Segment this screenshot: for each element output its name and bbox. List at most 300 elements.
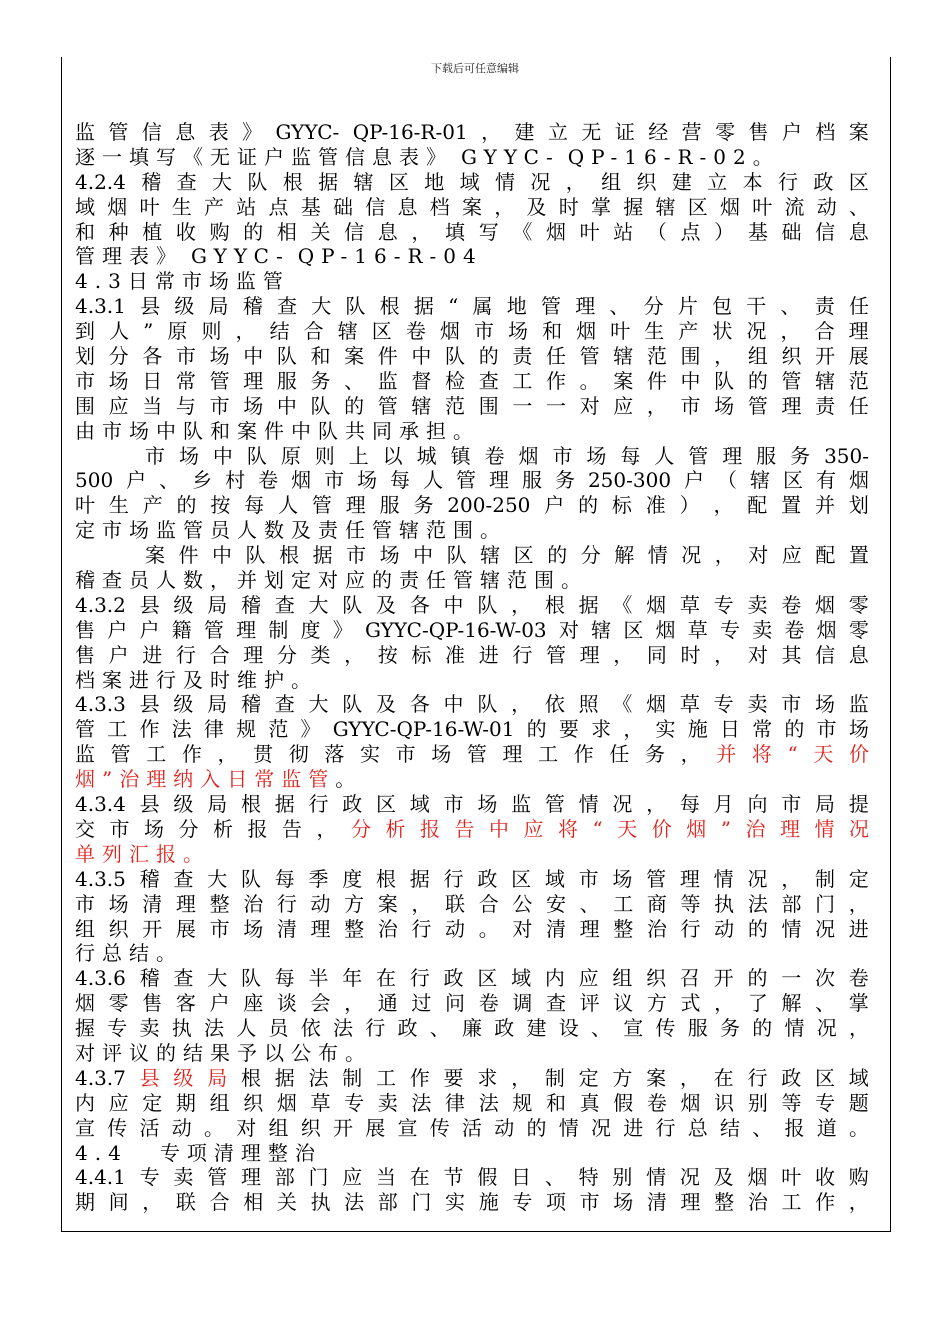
text-line <box>75 145 869 170</box>
text-char: 则 <box>314 443 335 468</box>
text-char: 由 <box>75 418 102 443</box>
text-char: 理 <box>243 368 264 393</box>
text-char: 常 <box>175 368 196 393</box>
text-char: ， <box>511 1065 532 1090</box>
text-char: 监 <box>848 692 869 717</box>
text-char: 法 <box>204 1016 224 1041</box>
text-char: 政 <box>494 1016 515 1041</box>
text-char: 情 <box>781 916 802 941</box>
text-char: 监 <box>377 368 398 393</box>
text-char: 案 <box>646 1065 667 1090</box>
text-char: 等 <box>781 1090 802 1115</box>
text-char: 原 <box>280 443 301 468</box>
highlighted-text: 。 <box>183 841 210 866</box>
text-char: 管 <box>456 468 477 493</box>
highlighted-text: 将 <box>558 816 578 841</box>
text-char: 件 <box>264 418 291 443</box>
text-char: 产 <box>142 493 163 518</box>
text-char: 检 <box>445 368 466 393</box>
text-char: 进 <box>129 667 156 692</box>
text-char: 、 <box>849 194 869 219</box>
text-char: 及 <box>376 592 397 617</box>
text-char: 区 <box>376 792 397 817</box>
text-char: 信 <box>345 144 372 169</box>
text-char: 方 <box>646 991 667 1016</box>
highlighted-text: 烟 <box>75 767 102 792</box>
text-char: 理 <box>102 244 129 269</box>
text-char: 评 <box>579 991 600 1016</box>
text-char: ， <box>316 816 337 841</box>
text-char: 年 <box>342 966 363 991</box>
text-char: 度 <box>300 617 321 642</box>
text-char: 填 <box>445 219 466 244</box>
text-char: 范 <box>848 368 869 393</box>
text-char: 镇 <box>450 443 471 468</box>
text-char: 市 <box>109 816 130 841</box>
text-char: 辖 <box>815 368 836 393</box>
text-char: QP-16-R-04 <box>297 244 483 269</box>
text-char: 员 <box>129 568 156 593</box>
text-char: 监 <box>235 269 263 294</box>
text-char: 掌 <box>848 991 869 1016</box>
text-char: 中 <box>212 543 233 568</box>
text-char: 售 <box>75 642 95 667</box>
text-char: 据 <box>413 294 434 319</box>
text-char: 表 <box>208 120 229 144</box>
text-char: ， <box>494 194 515 219</box>
text-char: ， <box>235 319 256 344</box>
highlighted-text: 并 <box>716 742 737 767</box>
text-char: ， <box>714 543 735 568</box>
text-char: 合 <box>478 891 499 916</box>
spacer <box>453 145 461 170</box>
text-char: 无 <box>210 144 237 169</box>
text-char: ， <box>511 692 532 717</box>
text-char: 行 <box>778 169 799 194</box>
text-char: 式 <box>680 991 701 1016</box>
text-char: 别 <box>747 1090 768 1115</box>
text-char: 法 <box>478 1090 499 1115</box>
text-char: 基 <box>300 194 321 219</box>
text-char: 4.3.3 <box>75 692 126 717</box>
text-char: 辖 <box>337 319 358 344</box>
text-char: 作 <box>815 1190 836 1215</box>
text-line <box>75 792 869 817</box>
text-char: 定 <box>142 1090 163 1115</box>
text-char: 、 <box>591 1016 611 1041</box>
text-char: 清 <box>213 1140 241 1165</box>
text-char: 任 <box>848 294 869 319</box>
text-char: 辖 <box>480 568 507 593</box>
highlighted-text: “ <box>592 816 603 841</box>
text-char: 行 <box>156 667 183 692</box>
text-char: 辖 <box>591 617 612 642</box>
text-char: 管 <box>75 717 95 742</box>
text-char: 产 <box>204 194 224 219</box>
text-char: 况 <box>591 1115 611 1140</box>
text-char: 档 <box>75 667 102 692</box>
text-char: 区 <box>687 194 708 219</box>
text-char: 一 <box>781 966 802 991</box>
text-line <box>75 419 869 444</box>
text-char: 理 <box>243 642 264 667</box>
text-char: 则 <box>201 319 222 344</box>
text-char: 假 <box>613 1090 634 1115</box>
text-char: 根 <box>282 169 303 194</box>
text-char: 大 <box>207 866 228 891</box>
text-char: 烟 <box>107 194 128 219</box>
text-line <box>75 668 869 693</box>
text-char: 站 <box>613 219 634 244</box>
highlighted-text: 局 <box>207 1065 228 1090</box>
text-char: 写 <box>478 219 499 244</box>
text-char: 一 <box>512 393 533 418</box>
text-char: 服 <box>379 493 400 518</box>
text-char: 管 <box>311 493 332 518</box>
text-char: 时 <box>558 194 579 219</box>
text-char: 级 <box>174 294 195 319</box>
text-line <box>75 991 869 1016</box>
text-char: 监 <box>511 792 532 817</box>
text-char: 场 <box>431 742 452 767</box>
text-char: 结 <box>129 941 156 966</box>
text-char: 范 <box>268 717 289 742</box>
text-char: 场 <box>814 692 835 717</box>
text-char: 到 <box>75 319 95 344</box>
text-char: 的 <box>243 219 264 244</box>
text-char: ” <box>143 319 154 344</box>
text-char: 区 <box>783 468 803 493</box>
text-char: 市 <box>680 393 701 418</box>
text-char: 户 <box>781 120 802 144</box>
text-char: 应 <box>108 393 129 418</box>
highlighted-text: ” <box>720 816 731 841</box>
text-char: GYYC-QP-16-W-01 <box>332 717 515 742</box>
text-char: 数 <box>183 568 210 593</box>
text-char: ， <box>344 642 365 667</box>
text-char: 期 <box>175 1090 196 1115</box>
text-char: 标 <box>411 642 432 667</box>
text-line <box>75 394 869 419</box>
text-char: 传 <box>107 1115 128 1140</box>
text-char: 》 <box>242 120 263 144</box>
text-char: 证 <box>614 120 635 144</box>
text-char: 项 <box>545 1190 566 1215</box>
text-char: 队 <box>714 368 735 393</box>
text-char: 建 <box>514 120 535 144</box>
text-char: 、 <box>544 1165 565 1190</box>
text-char: 对 <box>747 642 768 667</box>
text-char: ， <box>714 642 735 667</box>
text-char: 督 <box>411 368 432 393</box>
text-char: 队 <box>240 866 261 891</box>
text-char: 。 <box>579 368 600 393</box>
text-char: 辖 <box>655 194 676 219</box>
text-char: 市 <box>102 418 129 443</box>
text-char: ） <box>679 493 700 518</box>
text-char: 售 <box>748 120 769 144</box>
text-char: 收 <box>814 1165 835 1190</box>
text-char: 间 <box>108 1190 129 1215</box>
text-char: 市 <box>209 393 230 418</box>
text-char: 中 <box>413 543 434 568</box>
text-char: 。 <box>345 1040 372 1065</box>
text-char: 证 <box>237 144 264 169</box>
text-char: 区 <box>477 966 498 991</box>
text-char: 每 <box>274 866 295 891</box>
text-char: 法 <box>333 1016 353 1041</box>
text-char: 的 <box>526 1115 547 1140</box>
text-char: 对 <box>748 543 769 568</box>
text-char: 数 <box>264 518 291 543</box>
text-char: 对 <box>75 1040 102 1065</box>
text-char: 分 <box>276 642 297 667</box>
text-char: 予 <box>237 1040 264 1065</box>
text-char: 管 <box>203 617 224 642</box>
text-char: 。 <box>156 941 183 966</box>
text-char: 总 <box>687 1115 708 1140</box>
text-char: ， <box>713 493 734 518</box>
highlighted-text: 单 <box>75 841 102 866</box>
text-char: 维 <box>237 667 264 692</box>
text-char: 局 <box>208 294 229 319</box>
text-char: 和 <box>545 1090 566 1115</box>
text-char: 责 <box>815 393 836 418</box>
text-char: 员 <box>210 518 237 543</box>
text-char: 组 <box>612 966 633 991</box>
text-line <box>75 867 869 892</box>
text-char: 务 <box>645 742 665 767</box>
highlighted-text: 价 <box>848 742 869 767</box>
text-char: 理 <box>489 468 509 493</box>
text-char: 与 <box>175 393 196 418</box>
text-char: 人 <box>278 493 299 518</box>
text-char: 规 <box>512 1090 533 1115</box>
text-char: 场 <box>144 816 164 841</box>
text-char: 交 <box>75 816 95 841</box>
text-char: 烟 <box>720 194 740 219</box>
text-char: 中 <box>276 393 297 418</box>
text-char: 250-300 <box>587 468 672 493</box>
text-char: 的 <box>747 368 768 393</box>
text-char: 户 <box>264 144 291 169</box>
text-char: 卖 <box>752 617 773 642</box>
text-char: 场 <box>243 916 264 941</box>
text-char: 稽 <box>139 966 160 991</box>
text-char: 管 <box>545 642 566 667</box>
text-char: 时 <box>680 642 701 667</box>
text-char: 村 <box>225 468 246 493</box>
text-char: 生 <box>171 194 192 219</box>
text-char: 有 <box>815 468 836 493</box>
text-char: 及 <box>713 1165 734 1190</box>
text-char: 时 <box>210 667 237 692</box>
text-char: 行 <box>443 866 464 891</box>
text-char: 服 <box>276 368 297 393</box>
text-char: 和 <box>310 344 331 369</box>
text-char: 据 <box>318 169 339 194</box>
text-char: 议 <box>129 1040 156 1065</box>
text-char: 定 <box>75 518 102 543</box>
text-char: 执 <box>714 891 735 916</box>
text-char: 4.3.6 <box>75 966 126 991</box>
text-char: 期 <box>75 1190 95 1215</box>
text-char: 500 <box>75 468 114 493</box>
text-line <box>75 1041 869 1066</box>
text-char: 区 <box>388 169 409 194</box>
text-char: 相 <box>243 1190 264 1215</box>
text-char: 定 <box>578 1065 599 1090</box>
text-char: 管 <box>747 393 768 418</box>
text-line <box>75 842 869 867</box>
text-char: 案 <box>613 368 634 393</box>
text-char: 行 <box>365 1016 386 1041</box>
text-char: 情 <box>784 1016 805 1041</box>
highlighted-text: 治 <box>119 767 147 792</box>
text-char: 场 <box>848 717 869 742</box>
text-char: 政 <box>397 1016 418 1041</box>
text-char: 整 <box>613 916 634 941</box>
text-char: 叶 <box>139 194 160 219</box>
text-char: ， <box>679 1065 700 1090</box>
text-char: 查 <box>545 991 566 1016</box>
text-char: 本 <box>742 169 763 194</box>
text-char: ， <box>481 120 502 144</box>
highlighted-text: 告 <box>454 816 475 841</box>
highlighted-text: 报 <box>420 816 440 841</box>
text-char: 》 <box>156 244 183 269</box>
text-char: 动 <box>816 194 837 219</box>
text-char: ， <box>511 592 532 617</box>
text-char: 烟 <box>680 1090 701 1115</box>
text-char: 大 <box>212 169 233 194</box>
text-char: 织 <box>781 344 802 369</box>
text-char: 治 <box>646 916 667 941</box>
page-header: 下载后可任意编辑 <box>431 62 519 75</box>
highlighted-text: 入 <box>200 767 228 792</box>
text-char: 分 <box>108 344 129 369</box>
text-line <box>75 966 869 991</box>
text-char: 市 <box>346 543 367 568</box>
text-char: 管 <box>466 742 487 767</box>
text-char: 法 <box>344 1190 365 1215</box>
text-char: 4.4 <box>75 1140 128 1165</box>
text-char: 的 <box>372 568 399 593</box>
text-char: 包 <box>712 294 733 319</box>
text-char: 建 <box>526 1016 547 1041</box>
text-char: 域 <box>848 1065 869 1090</box>
text-char: 律 <box>445 1090 466 1115</box>
text-char: 对 <box>236 1115 257 1140</box>
text-char: 范 <box>445 393 466 418</box>
text-char: ， <box>623 717 644 742</box>
highlighted-text: 中 <box>489 816 509 841</box>
text-char: 题 <box>848 1090 869 1115</box>
text-char: 常 <box>154 269 182 294</box>
text-char: 组 <box>747 344 768 369</box>
text-char: 安 <box>545 891 566 916</box>
text-char: 合 <box>209 642 230 667</box>
text-char: 专 <box>713 592 734 617</box>
text-char: 辖 <box>411 393 432 418</box>
text-char: 展 <box>175 916 196 941</box>
highlighted-text: ” <box>102 767 120 792</box>
text-char: 务 <box>790 443 811 468</box>
text-line <box>75 220 869 245</box>
text-char: 队 <box>477 592 498 617</box>
text-char: 清 <box>646 1190 667 1215</box>
text-char: 场 <box>178 443 199 468</box>
text-char: 场 <box>714 393 735 418</box>
text-char: 真 <box>579 1090 600 1115</box>
text-char: 应 <box>781 543 802 568</box>
text-char: 片 <box>677 294 698 319</box>
text-char: 辖 <box>750 468 771 493</box>
text-char: 组 <box>601 169 622 194</box>
text-char: 卷 <box>478 991 499 1016</box>
text-char: 握 <box>75 1016 95 1041</box>
text-char: 清 <box>545 916 566 941</box>
text-char: 的 <box>176 493 197 518</box>
text-char: 查 <box>102 568 129 593</box>
text-line <box>75 269 869 294</box>
text-char: 一 <box>102 144 129 169</box>
text-char: 解 <box>614 543 635 568</box>
text-char: 整 <box>267 1140 295 1165</box>
text-char: 内 <box>544 966 565 991</box>
text-char: 行 <box>680 916 701 941</box>
text-char: 要 <box>558 717 579 742</box>
text-char: 行 <box>747 1065 768 1090</box>
text-char: 、 <box>159 468 180 493</box>
text-char: 整 <box>209 891 230 916</box>
text-char: 。 <box>849 1115 869 1140</box>
text-char: 市 <box>324 468 345 493</box>
text-char: 稽 <box>242 294 263 319</box>
text-char: 理 <box>848 319 869 344</box>
text-char: 范 <box>646 344 667 369</box>
text-char: 合 <box>303 319 324 344</box>
text-char: 据 <box>274 1065 295 1090</box>
text-char: 地 <box>424 169 445 194</box>
text-char: （ <box>646 219 667 244</box>
text-line <box>75 120 869 145</box>
text-char: 工 <box>107 717 128 742</box>
text-char: 户 <box>684 468 705 493</box>
text-char: 草 <box>687 617 708 642</box>
text-char: 定 <box>848 866 869 891</box>
text-char: 宣 <box>397 1115 418 1140</box>
text-char: 4.3.5 <box>75 866 126 891</box>
text-char: 据 <box>274 792 295 817</box>
text-char: 户 <box>107 617 128 642</box>
text-char: 施 <box>478 1190 499 1215</box>
text-char: 展 <box>848 344 869 369</box>
text-char: ， <box>680 742 701 767</box>
text-char: 、 <box>429 1016 450 1041</box>
text-char: 门 <box>815 891 836 916</box>
text-char: 理 <box>240 1165 261 1190</box>
text-char: 息 <box>848 219 869 244</box>
text-char: 理 <box>310 916 331 941</box>
text-char: QP-16-R-01 <box>352 120 468 144</box>
text-char: 卷 <box>484 443 505 468</box>
text-line <box>75 1066 869 1091</box>
text-char: 监 <box>291 144 318 169</box>
text-char: 收 <box>175 219 196 244</box>
text-char: 据 <box>409 866 430 891</box>
text-line <box>75 892 869 917</box>
